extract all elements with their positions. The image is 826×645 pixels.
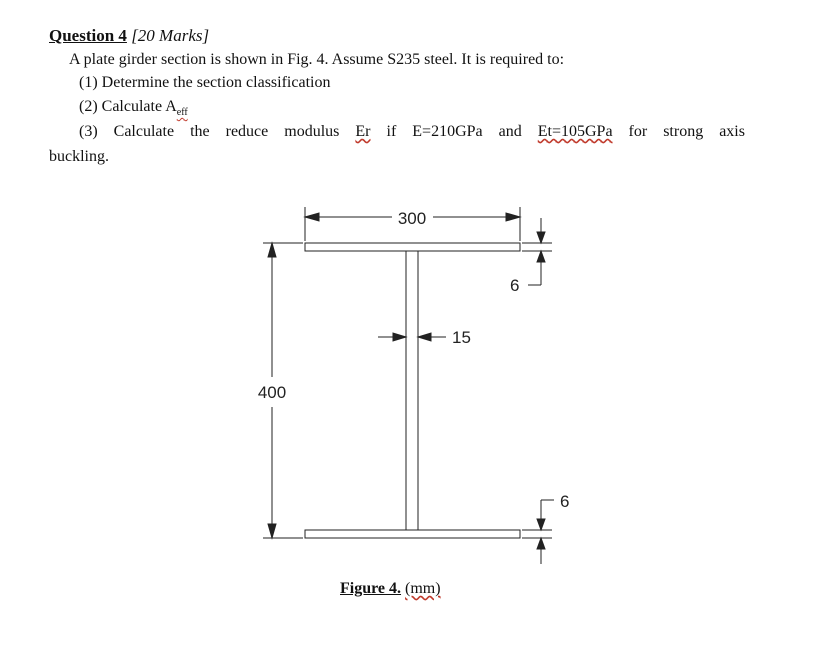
arrow-head	[537, 519, 545, 530]
task-3-word: and	[498, 123, 522, 140]
arrow-head	[268, 243, 276, 257]
arrow-head	[537, 232, 545, 243]
task-1: (1) Determine the section classification	[79, 74, 331, 91]
arrow-head	[418, 333, 431, 341]
task-3-word: Calculate	[113, 123, 175, 140]
figure-label: Figure 4.	[340, 580, 402, 597]
task-3-word: (3)	[79, 123, 98, 140]
height-dimension	[258, 243, 303, 538]
web-thickness-dimension	[378, 328, 471, 347]
web	[406, 251, 418, 530]
question-intro: A plate girder section is shown in Fig. 4. Assume S235 steel. It is required to:	[69, 51, 565, 68]
task-3-word: for	[628, 123, 648, 140]
figure-caption	[340, 580, 441, 598]
task-3-word: if	[386, 123, 397, 140]
task-2-subscript: eff	[176, 107, 188, 119]
dim-top-flange-label: 6	[510, 276, 520, 295]
arrow-head	[305, 213, 319, 221]
task-3-word: Er	[355, 123, 371, 140]
top-flange-thickness-dimension	[510, 218, 552, 295]
width-dimension	[305, 207, 520, 241]
arrow-head	[268, 524, 276, 538]
task-3-word: the	[190, 123, 210, 140]
task-3-word: modulus	[284, 123, 340, 140]
dim-web-label: 15	[452, 328, 471, 347]
arrow-head	[537, 251, 545, 262]
dim-width-label: 300	[397, 209, 427, 228]
task-2-text: (2) Calculate A	[79, 98, 177, 115]
figure-unit: (mm)	[405, 580, 441, 597]
task-3-word: reduce	[225, 123, 269, 140]
arrow-head	[506, 213, 520, 221]
arrow-head	[537, 538, 545, 549]
dim-bottom-flange-label: 6	[560, 492, 570, 511]
girder-section	[305, 243, 520, 538]
arrow-head	[393, 333, 406, 341]
task-3-word: E=210GPa	[412, 123, 483, 140]
bottom-flange-thickness-dimension	[522, 492, 569, 564]
task-3-continued: buckling.	[49, 148, 109, 165]
dim-height-label: 400	[257, 383, 287, 402]
question-number: Question 4	[49, 26, 127, 45]
bottom-flange	[305, 530, 520, 538]
task-3-word: strong	[663, 123, 704, 140]
task-3-word: Et=105GPa	[537, 123, 613, 140]
task-3-word: axis	[719, 123, 745, 140]
question-marks: [20 Marks]	[131, 26, 210, 45]
top-flange	[305, 243, 520, 251]
